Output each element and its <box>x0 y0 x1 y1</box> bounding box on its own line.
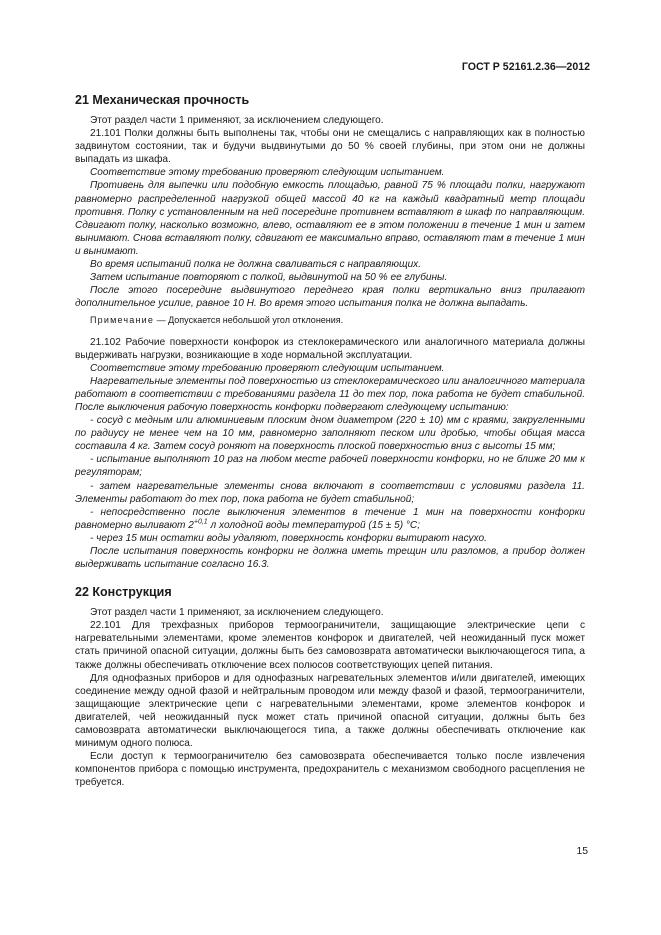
paragraph: После этого посередине выдвинутого переднего края полки вертикально вниз прилагают дополнительное усилие, равное 10 Н. Во время этого испытания полка не должна выпадать. <box>75 285 585 310</box>
list-item: - через 15 мин остатки воды удаляют, поверхность конфорки вытирают насухо. <box>90 532 487 544</box>
paragraph: Этот раздел части 1 применяют, за исключением следующего. <box>90 607 384 619</box>
note-label: Примечание <box>90 315 155 326</box>
section-21-heading: 21 Механическая прочность <box>75 93 250 107</box>
list-item-text: - непосредственно после выключения элементов в течение 1 мин на поверхности конфорки равномерно выливают 2 <box>75 506 585 531</box>
list-item <box>75 506 585 532</box>
note <box>75 314 585 327</box>
paragraph: Соответствие этому требованию проверяют следующим испытанием. <box>90 167 445 179</box>
section-22-heading: 22 Конструкция <box>75 585 172 600</box>
paragraph: Этот раздел части 1 применяют, за исключением следующего. <box>90 115 384 126</box>
paragraph: Для однофазных приборов и для однофазных нагревательных элементов и/или двигателей, имеющих соединение между одной фазой и нейтральным проводом или между фазой и фазой, термоограничители, защищающие электрические цепи с нагревательными элементами, кроме элементов конфорок и двигателей, чей неожиданный пуск может стать причиной опасной ситуации, должны быть без самовозврата автоматически выключающегося типа, а также должны обеспечивать отключение как минимум одного полюса. <box>75 672 585 750</box>
list-item-text: л холодной воды температурой (15 ± 5) °С; <box>207 519 421 531</box>
standard-header: ГОСТ Р 52161.2.36—2012 <box>461 61 590 73</box>
paragraph: 21.101 Полки должны быть выполнены так, чтобы они не смещались с направляющих как в полностью задвинутом состоянии, так и будучи выдвинутыми до 50 % своей глубины, при этом они не должны выпадать из шкафа. <box>75 128 585 166</box>
paragraph: Соответствие этому требованию проверяют следующим испытанием. <box>90 362 445 374</box>
page-content <box>75 93 585 790</box>
list-item: - испытание выполняют 10 раз на любом месте рабочей поверхности конфорки, но не ближе 20 мм к регуляторам; <box>75 454 585 479</box>
list-item: - сосуд с медным или алюминиевым плоским дном диаметром (220 ± 10) мм с краями, закругленными по радиусу не менее чем на 10 мм, равномерно заполняют песком или дробью, чтобы общая масса составила 4 кг. Затем сосуд роняют на поверхность плоской поверхностью вниз с высоты 15 мм; <box>75 415 585 453</box>
list-item: - затем нагревательные элементы снова включают в соответствии с условиями раздела 11. Элементы работают до тех пор, пока работа не будет стабильной; <box>75 480 585 505</box>
paragraph: Нагревательные элементы под поверхностью из стеклокерамического или аналогичного материала работают в соответствии с требованиями раздела 11 до тех пор, пока работа не будет стабильной. После выключения рабочую поверхность конфорки подвергают следующему испытанию: <box>75 375 585 413</box>
paragraph: После испытания поверхность конфорки не должна иметь трещин или разломов, а прибор должен выдерживать испытание согласно 16.3. <box>75 546 585 571</box>
paragraph: Если доступ к термоограничителю без самовозврата обеспечивается только после извлечения компонентов прибора с помощью инструмента, предохранитель с механизмом свободного расцепления не требуется. <box>75 751 585 789</box>
paragraph: Противень для выпечки или подобную емкость площадью, равной 75 % площади полки, нагружают равномерно распределенной нагрузкой общей массой 40 кг на каждый квадратный метр площади противня. Полку с установленным на ней посередине противнем вставляют в шкаф по направляющим. Сдвигают полку, насколько возможно, влево, оставляют ее в этом положении в течение 1 мин и затем вынимают. Снова вставляют полку, сдвигают ее максимально вправо, оставляют там в течение 1 мин и вынимают. <box>75 180 585 257</box>
paragraph: 21.102 Рабочие поверхности конфорок из стеклокерамического или аналогичного материала должны выдерживать нагрузки, возникающие в ходе нормальной эксплуатации. <box>75 336 585 361</box>
paragraph: 22.101 Для трехфазных приборов термоограничители, защищающие электрические цепи с нагревательными элементами, кроме элементов конфорок и двигателей, чей неожиданный пуск может стать причиной опасной ситуации, должны быть без самовозврата автоматически выключающегося типа, а также должны обеспечивать отключение всех полюсов соответствующих цепей питания. <box>75 620 585 671</box>
page-number: 15 <box>576 846 588 857</box>
note-text: — Допускается небольшой угол отклонения. <box>154 315 344 326</box>
paragraph: Во время испытаний полка не должна сваливаться с направляющих. <box>90 259 422 271</box>
paragraph: Затем испытание повторяют с полкой, выдвинутой на 50 % ее глубины. <box>90 272 448 284</box>
superscript: +0,1 <box>193 518 208 526</box>
